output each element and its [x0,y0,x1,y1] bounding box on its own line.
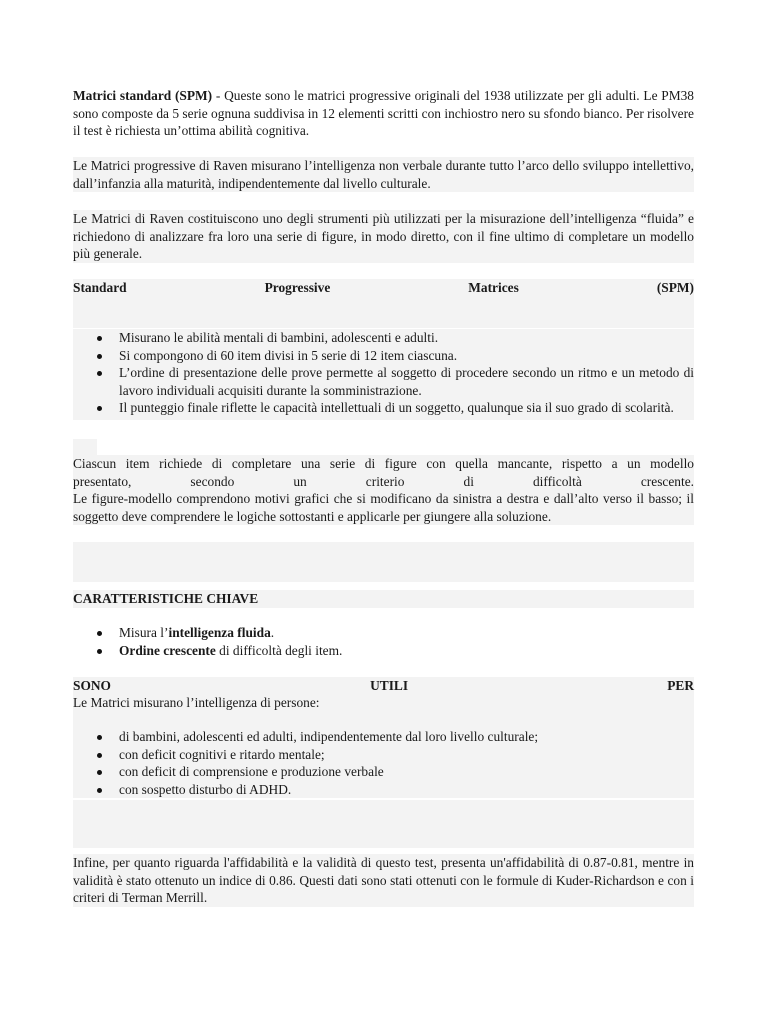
list-item-text: . [270,625,275,640]
shaded-spacer [73,711,694,728]
paragraph-spm-intro [73,87,694,140]
list-item: di bambini, adolescenti ed adulti, indipendentemente dal loro livello culturale; [73,728,694,746]
shaded-gap [73,439,97,455]
key-features-list [73,624,694,659]
list-item-bold: Ordine crescente [119,642,216,658]
list-item: Il punteggio finale riflette le capacità intellettuali di un soggetto, qualunque sia il suo grado di scolarità. [73,399,694,417]
spm-features-list [73,329,694,420]
list-item: L’ordine di presentazione delle prove permette al soggetto di procedere secondo un ritmo e un metodo di lavoro individuali acquisiti durante la somministrazione. [73,364,694,399]
spm-heading-word: Matrices [468,280,519,295]
paragraph-reliability: Infine, per quanto riguarda l'affidabilità e la validità di questo test, presenta un'affidabilità di 0.87-0.81, mentre in validità è stato ottenuto un indice di 0.86. Questi dati sono stati ottenuti con le formule di Kuder-Richardson e con i criteri di Terman Merrill. [73,855,694,905]
paragraph-raven-fluid: Le Matrici di Raven costituiscono uno degli strumenti più utilizzati per la misurazione dell’intelligenza “fluida” e richiedono di analizzare fra loro una serie di figure, in modo diretto, con il fine ultimo di completare un modello più generale. [73,211,694,261]
useful-heading-word: UTILI [370,678,409,693]
list-item: Misurano le abilità mentali di bambini, adolescenti e adulti. [73,329,694,347]
spm-heading-word: Progressive [264,280,331,295]
list-item [73,624,694,642]
list-item: con deficit cognitivi e ritardo mentale; [73,746,694,764]
spm-intro-bold: Matrici standard (SPM) [73,88,213,103]
item-description-line1: Ciascun item richiede di completare una serie di figure con quella mancante, rispetto a un modello [73,456,694,471]
useful-for-heading [73,677,694,695]
shaded-spacer [73,296,694,328]
key-features-heading: CARATTERISTICHE CHIAVE [73,590,694,608]
shaded-spacer [73,800,694,848]
spm-heading-word: (SPM) [656,280,694,295]
useful-intro: Le Matrici misurano l’intelligenza di persone: [73,694,694,712]
list-item: con sospetto disturbo di ADHD. [73,781,694,799]
list-item: con deficit di comprensione e produzione verbale [73,763,694,781]
list-item [73,642,694,660]
list-item: Si compongono di 60 item divisi in 5 serie di 12 item ciascuna. [73,347,694,365]
spm-intro-text: - Queste sono le matrici progressive originali del 1938 utilizzate per gli adulti. Le PM38 sono composte da 5 serie ognuna suddivisa in 12 elementi scritti con inchiostro nero su sfondo bianco. Per risolvere il test è richiesta un’ottima abilità cognitiva. [73,88,694,138]
item-description-rest: Le figure-modello comprendono motivi grafici che si modificano da sinistra a destra e dall’alto verso il basso; il soggetto deve comprendere le logiche sottostanti e applicarle per giungere alla soluzione. [73,491,694,524]
paragraph-raven-nonverbal: Le Matrici progressive di Raven misurano l’intelligenza non verbale durante tutto l’arco dello sviluppo intellettivo, dall’infanzia alla maturità, indipendentemente dal livello culturale. [73,158,694,191]
list-item-text: Misura l’ [119,625,169,640]
paragraph-item-description [73,455,694,525]
item-description-line2: presentato, secondo un criterio di difficoltà crescente. [73,473,694,489]
target-population-list [73,728,694,798]
useful-heading-word: SONO [73,678,111,693]
spm-heading-word: Standard [73,280,127,295]
shaded-spacer [73,542,694,582]
list-item-bold: intelligenza fluida [168,625,271,640]
useful-heading-word: PER [667,678,694,693]
spm-heading [73,279,694,297]
list-item-text: di difficoltà degli item. [215,642,343,658]
